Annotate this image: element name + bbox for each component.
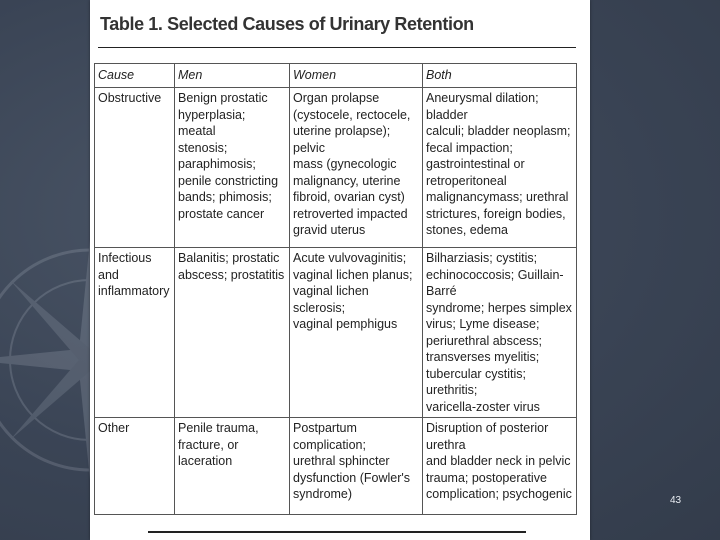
table-header-row bbox=[95, 64, 577, 88]
table-title: Table 1. Selected Causes of Urinary Retention bbox=[100, 14, 474, 34]
column-header-women: Women bbox=[290, 64, 423, 88]
table-row-obstructive bbox=[95, 88, 577, 248]
causes-table bbox=[94, 63, 577, 515]
cell-women: Acute vulvovaginitis; vaginal lichen planus; vaginal lichen sclerosis; vaginal pemphigus bbox=[290, 248, 423, 418]
table-row-other bbox=[95, 418, 577, 515]
cell-both: Aneurysmal dilation; bladder calculi; bladder neoplasm; fecal impaction; gastrointestinal or retroperitoneal malignancymass; urethral strictures, foreign bodies, stones, edema bbox=[423, 88, 577, 248]
table-row-infectious bbox=[95, 248, 577, 418]
column-header-cause: Cause bbox=[95, 64, 175, 88]
document-page bbox=[90, 0, 590, 540]
cell-women: Postpartum complication; urethral sphincter dysfunction (Fowler's syndrome) bbox=[290, 418, 423, 515]
column-header-men: Men bbox=[175, 64, 290, 88]
cell-cause: Infectious and inflammatory bbox=[95, 248, 175, 418]
title-underline bbox=[98, 47, 576, 48]
slide-page-number: 43 bbox=[670, 495, 682, 506]
cell-cause: Other bbox=[95, 418, 175, 515]
cell-men: Benign prostatic hyperplasia; meatal stenosis; paraphimosis; penile constricting bands; phimosis; prostate cancer bbox=[175, 88, 290, 248]
cell-men: Balanitis; prostatic abscess; prostatitis bbox=[175, 248, 290, 418]
bottom-rule bbox=[148, 531, 526, 533]
cell-cause: Obstructive bbox=[95, 88, 175, 248]
cell-both: Disruption of posterior urethra and bladder neck in pelvic trauma; postoperative complication; psychogenic bbox=[423, 418, 577, 515]
cell-men: Penile trauma, fracture, or laceration bbox=[175, 418, 290, 515]
column-header-both: Both bbox=[423, 64, 577, 88]
cell-women: Organ prolapse (cystocele, rectocele, uterine prolapse); pelvic mass (gynecologic malignancy, uterine fibroid, ovarian cyst) retroverted impacted gravid uterus bbox=[290, 88, 423, 248]
cell-both: Bilharziasis; cystitis; echinococcosis; Guillain-Barré syndrome; herpes simplex virus; Lyme disease; periurethral abscess; transverses myelitis; tubercular cystitis; urethritis; varicella-zoster virus bbox=[423, 248, 577, 418]
